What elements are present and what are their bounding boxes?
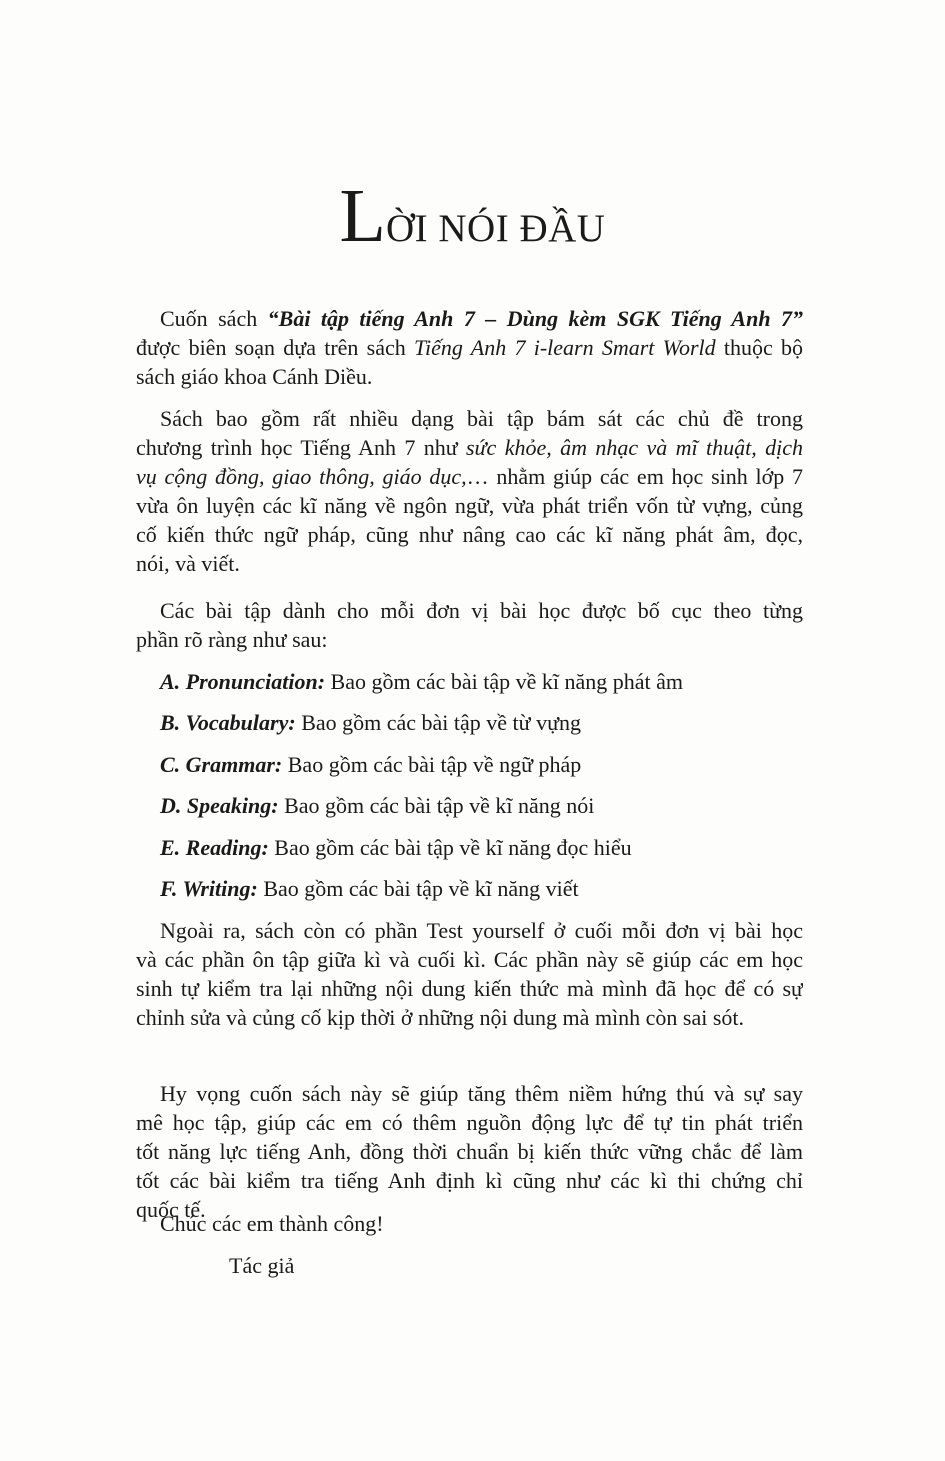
paragraph-hope xyxy=(136,1079,803,1224)
text-run: chương trình học Tiếng Anh 7 như xyxy=(136,435,466,460)
text-line xyxy=(136,1108,803,1137)
closing-line: Chúc các em thành công! xyxy=(160,1211,384,1236)
text-run: Tiếng Anh 7 i-learn Smart World xyxy=(414,335,716,360)
page-title xyxy=(0,174,945,258)
paragraph-structure xyxy=(136,596,803,654)
text-run: “Bài tập tiếng Anh 7 – Dùng kèm SGK Tiếng Anh 7” xyxy=(267,306,803,331)
text-run: cố kiến thức ngữ pháp, cũng như nâng cao các kĩ năng phát âm, đọc, xyxy=(136,522,803,547)
text-run: và các phần ôn tập giữa kì và cuối kì. Các phần này sẽ giúp các em học xyxy=(136,947,803,972)
section-description: Bao gồm các bài tập về kĩ năng đọc hiểu xyxy=(268,834,632,860)
text-run: mê học tập, giúp các em có thêm nguồn động lực để tự tin phát triển xyxy=(136,1110,803,1135)
section-label: E. Reading: xyxy=(160,834,269,860)
title-initial: L xyxy=(339,174,386,258)
section-description: Bao gồm các bài tập về kĩ năng nói xyxy=(278,793,595,819)
section-label: D. Speaking: xyxy=(160,793,279,819)
section-item xyxy=(160,791,594,820)
paragraph-intro xyxy=(136,304,803,391)
text-run: được biên soạn dựa trên sách xyxy=(136,335,415,360)
text-line xyxy=(136,1137,803,1166)
text-line xyxy=(136,304,803,333)
paragraph-extra xyxy=(136,916,803,1032)
section-item xyxy=(160,667,683,696)
text-run: chỉnh sửa và củng cố kịp thời ở những nội dung mà mình còn sai sót. xyxy=(136,1005,745,1030)
text-line xyxy=(136,1003,803,1032)
text-line xyxy=(136,404,803,433)
section-label: F. Writing: xyxy=(160,876,258,901)
signature: Tác giả xyxy=(229,1253,295,1278)
paragraph-content xyxy=(136,404,803,578)
text-run: Cuốn sách xyxy=(160,306,268,331)
section-item xyxy=(160,708,581,737)
text-line xyxy=(136,945,803,974)
text-run: Các bài tập dành cho mỗi đơn vị bài học được bố cục theo từng xyxy=(160,598,803,623)
section-item xyxy=(160,750,581,779)
text-run: phần rõ ràng như sau: xyxy=(136,627,328,652)
text-run: thuộc bộ xyxy=(715,335,803,360)
text-line xyxy=(136,520,803,549)
text-run: quốc tế. xyxy=(136,1197,206,1222)
section-item xyxy=(160,833,632,862)
section-description: Bao gồm các bài tập về kĩ năng phát âm xyxy=(325,669,684,694)
title-rest: ỜI NÓI ĐẦU xyxy=(385,207,606,250)
text-line xyxy=(136,1166,803,1195)
text-line xyxy=(136,974,803,1003)
text-line xyxy=(136,549,803,578)
section-label: A. Pronunciation: xyxy=(160,669,326,694)
section-item xyxy=(160,874,579,903)
text-line xyxy=(136,491,803,520)
section-description: Bao gồm các bài tập về từ vựng xyxy=(295,710,582,736)
text-run: sách giáo khoa Cánh Diều. xyxy=(136,364,373,389)
text-run: … nhằm giúp các em học sinh lớp 7 xyxy=(466,464,803,489)
text-line xyxy=(136,333,803,362)
text-run: Hy vọng cuốn sách này sẽ giúp tăng thêm niềm hứng thú và sự say xyxy=(160,1081,803,1106)
section-description: Bao gồm các bài tập về kĩ năng viết xyxy=(257,876,579,901)
section-label: C. Grammar: xyxy=(160,751,283,777)
section-description: Bao gồm các bài tập về ngữ pháp xyxy=(282,751,582,777)
text-run: nói, và viết. xyxy=(136,551,240,576)
text-line xyxy=(136,462,803,491)
text-line xyxy=(136,1079,803,1108)
text-line xyxy=(136,625,803,654)
text-run: tốt các bài kiểm tra tiếng Anh định kì cũng như các kì thi chứng chỉ xyxy=(136,1168,803,1193)
text-run: Sách bao gồm rất nhiều dạng bài tập bám sát các chủ đề trong xyxy=(160,406,803,431)
text-run: vừa ôn luyện các kĩ năng về ngôn ngữ, vừa phát triển vốn từ vựng, củng xyxy=(136,493,803,518)
text-run: vụ cộng đồng, giao thông, giáo dục, xyxy=(136,464,467,489)
text-run: tốt năng lực tiếng Anh, đồng thời chuẩn bị kiến thức vững chắc để làm xyxy=(136,1139,803,1164)
text-run: sinh tự kiểm tra lại những nội dung kiến thức mà mình đã học để có sự xyxy=(136,976,803,1001)
text-line xyxy=(136,362,803,391)
section-label: B. Vocabulary: xyxy=(160,710,296,736)
text-line xyxy=(136,433,803,462)
text-run: sức khỏe, âm nhạc và mĩ thuật, dịch xyxy=(466,435,803,460)
text-run: Ngoài ra, sách còn có phần Test yourself ở cuối mỗi đơn vị bài học xyxy=(160,918,803,943)
text-line xyxy=(136,916,803,945)
text-line xyxy=(136,596,803,625)
